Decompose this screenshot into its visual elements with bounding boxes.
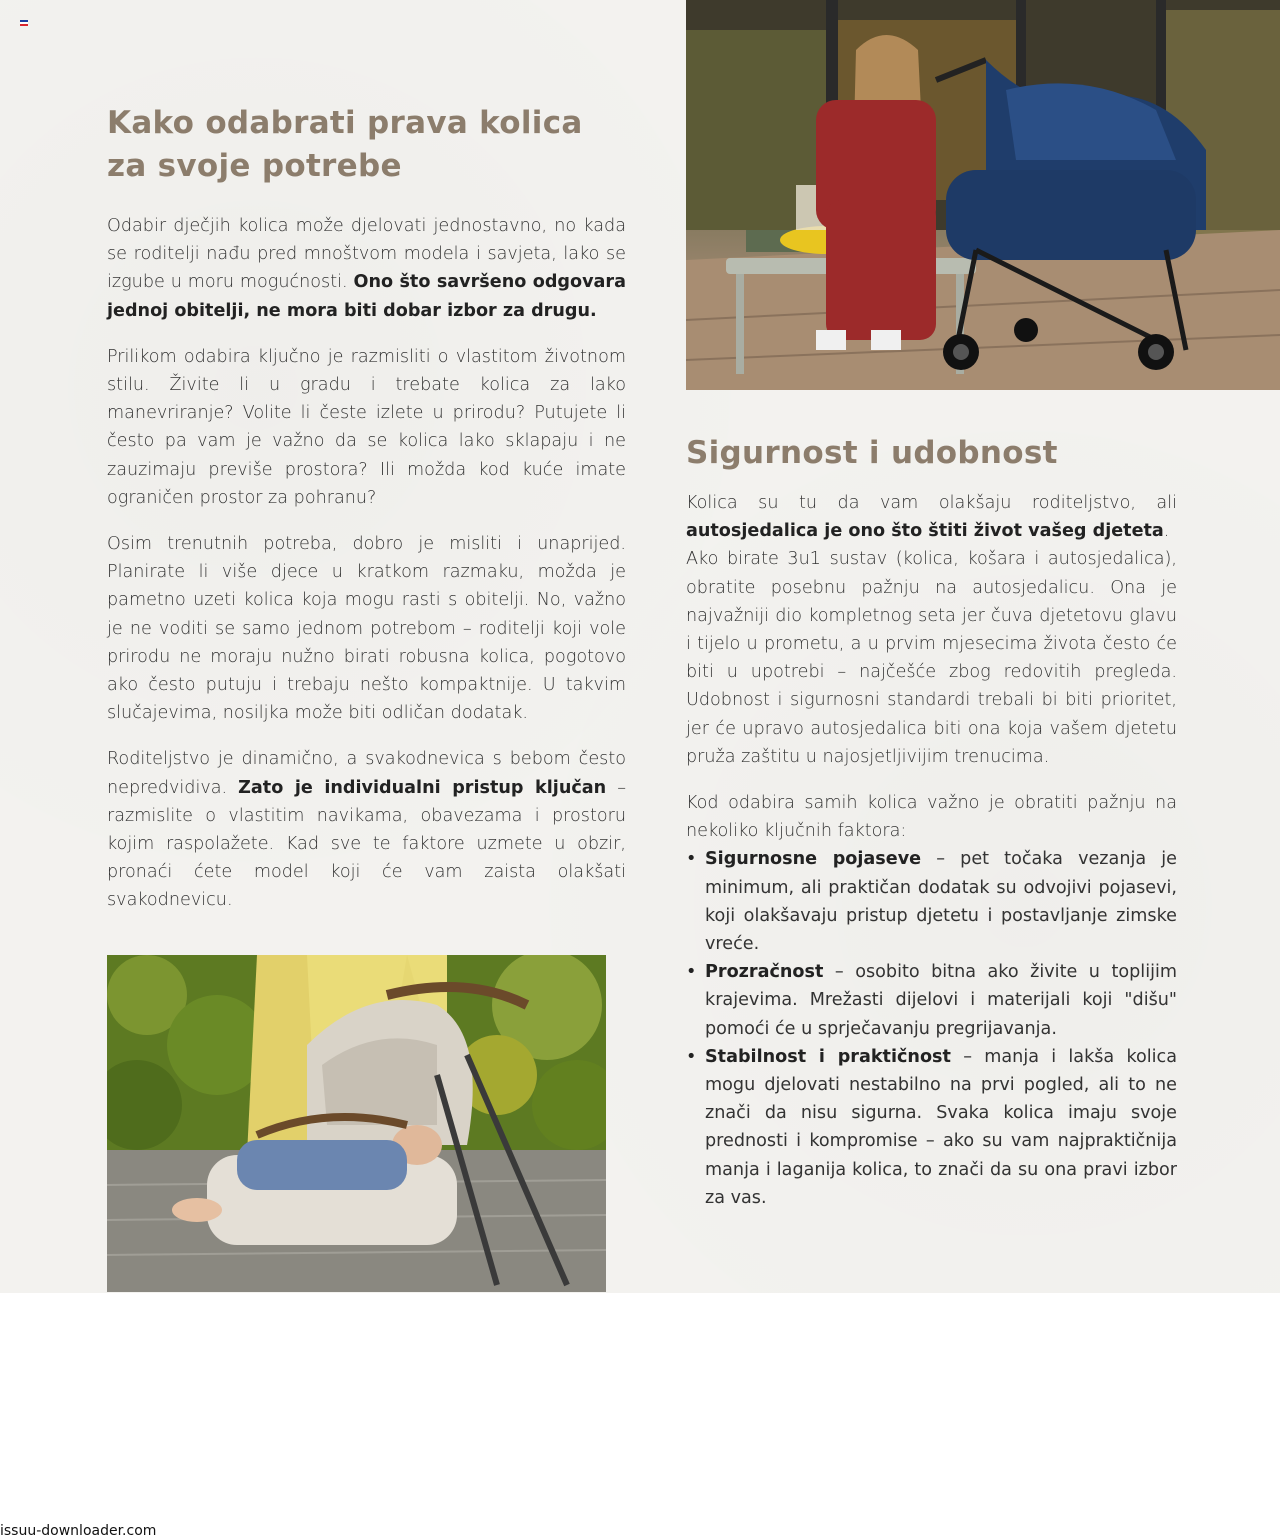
paragraph-lifestyle: Prilikom odabira ključno je razmisliti o vlastitom životnom stilu. Živite li u gradu i trebate kolica za lako manevriranje? Volite li česte izlete u prirodu? Putujete li često pa vam je važno da se kolica lako sklapaju i ne zauzimaju previše prostora? Ili možda kod kuće imate ograničen prostor za pohranu? <box>107 346 626 508</box>
paragraph-individual: Roditeljstvo je dinamično, a svakodnevica s bebom često nepredvidiva. Zato je individualni pristup ključan – razmislite o vlastitim navikama, obavezama i prostoru kojim raspolažete. Kad sve te faktore uzmete u obzir, pronaći ćete model koji će vam zaista olakšati svakodnevicu. <box>107 749 626 911</box>
title-line-2: za svoje potrebe <box>107 148 402 184</box>
right-column <box>686 432 1177 1212</box>
left-column <box>107 102 626 933</box>
photo-woman-with-stroller <box>686 0 1280 390</box>
watermark-link[interactable]: issuu-downloader.com <box>0 1523 157 1539</box>
photo-baby-in-stroller <box>107 955 606 1292</box>
paragraph-factors-intro: Kod odabira samih kolica važno je obratiti pažnju na nekoliko ključnih faktora: <box>686 793 1177 842</box>
list-item: • Prozračnost – osobito bitna ako živite u toplijim krajevima. Mrežasti dijelovi i materijali koji "dišu" pomoći će u sprječavanju pregrijavanja. <box>686 958 1177 1043</box>
paragraph-car-seat: Kolica su tu da vam olakšaju roditeljstvo, ali autosjedalica je ono što štiti život vašeg djeteta. Ako birate 3u1 sustav (kolica, košara i autosjedalica), obratite posebnu pažnju na autosjedalicu. Ona je najvažniji dio kompletnog seta jer čuva djetetovu glavu i tijelo u prometu, a u prvim mjesecima života često će biti u upotrebi – najčešće zbog redovitih pregleda. Udobnost i sigurnosni standardi trebali bi biti prioritet, jer će upravo autosjedalica biti ona koja vašem djetetu pruža zaštitu u najosjetljivijim trenucima. <box>686 493 1177 767</box>
list-item: • Stabilnost i praktičnost – manja i lakša kolica mogu djelovati nestabilno na prvi pogled, ali to ne znači da nisu sigurna. Svaka kolica imaju svoje prednosti i kompromise – ako su vam najpraktičnija manja i laganija kolica, to znači da su ona pravi izbor za vas. <box>686 1043 1177 1212</box>
language-flag-icon[interactable] <box>20 20 28 26</box>
article-title <box>107 102 626 188</box>
section-title: Sigurnost i udobnost <box>686 435 1058 471</box>
list-item: • Sigurnosne pojaseve – pet točaka vezanja je minimum, ali praktičan dodatak su odvojivi pojasevi, koji olakšavaju pristup djetetu i postavljanje zimske vreće. <box>686 845 1177 958</box>
factors-list <box>686 845 1177 1212</box>
title-line-1: Kako odabrati prava kolica <box>107 105 583 141</box>
paragraph-future: Osim trenutnih potreba, dobro je misliti i unaprijed. Planirate li više djece u kratkom razmaku, možda je pametno uzeti kolica koja mogu rasti s obitelji. No, važno je ne voditi se samo jednom potrebom – roditelji koji vole prirodu ne moraju nužno birati robusna kolica, pogotovo ako često putuju i trebaju nešto kompaktnije. U takvim slučajevima, nosiljka može biti odličan dodatak. <box>107 534 626 724</box>
paragraph-intro: Odabir dječjih kolica može djelovati jednostavno, no kada se roditelji nađu pred mnoštvom modela i savjeta, lako se izgube u moru mogućnosti. Ono što savršeno odgovara jednoj obitelji, ne mora biti dobar izbor za drugu. <box>107 216 626 321</box>
